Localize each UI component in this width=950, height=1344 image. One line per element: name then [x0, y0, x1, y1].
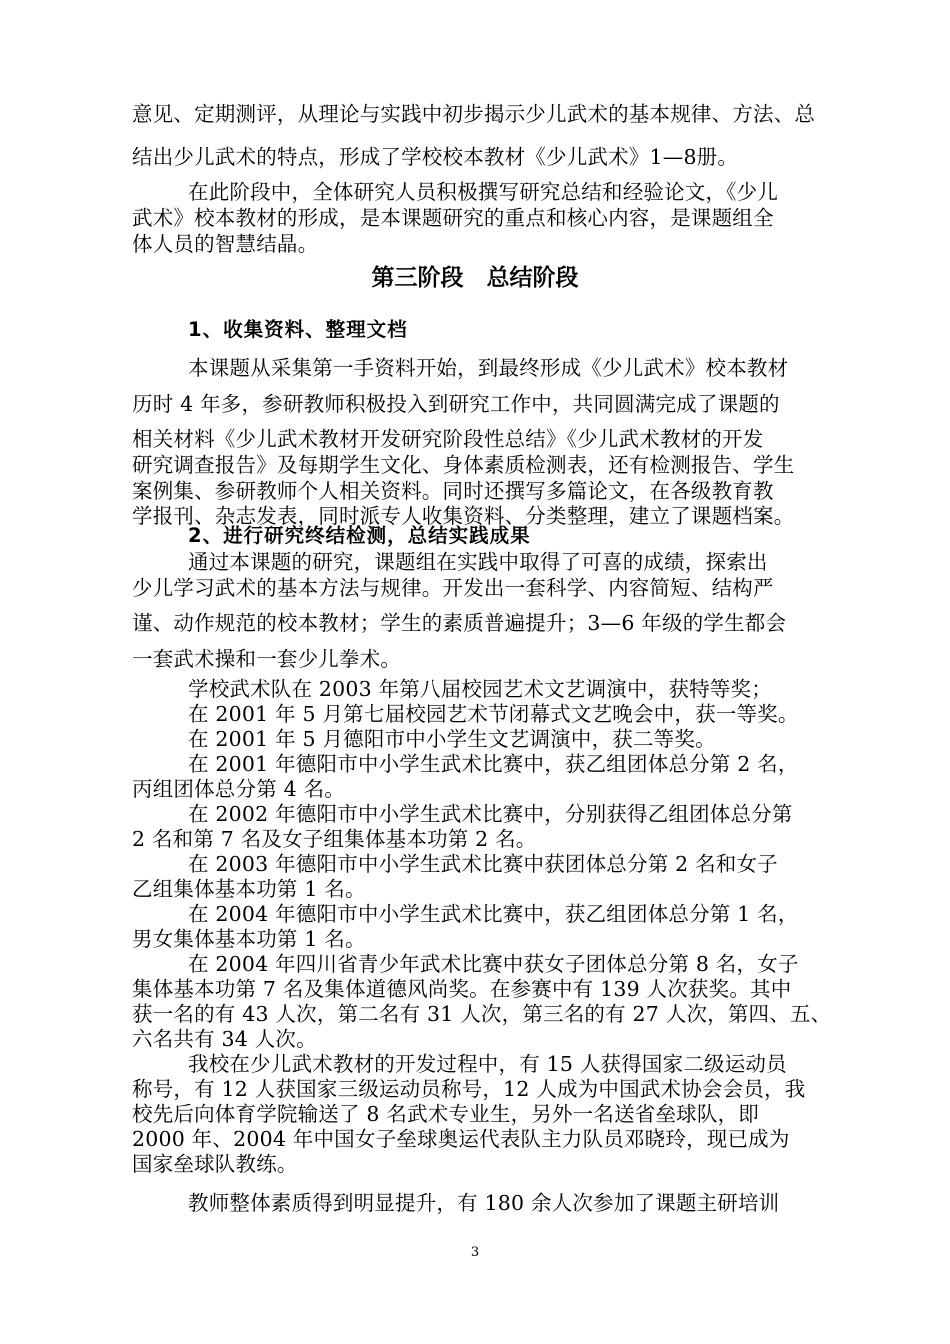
text-line: 乙组集体基本功第 1 名。 [132, 877, 366, 901]
page-number: 3 [470, 1245, 480, 1260]
text-line: 六名共有 34 人次。 [132, 1027, 317, 1051]
text-line: 国家垒球队教练。 [132, 1152, 298, 1176]
text-line: 相关材料《少儿武术教材开发研究阶段性总结》《少儿武术教材的开发 [132, 427, 764, 451]
text-line: 校先后向体育学院输送了 8 名武术专业生，另外一名送省垒球队，即 [132, 1102, 759, 1126]
text-line: 教师整体素质得到明显提升，有 180 余人次参加了课题主研培训 [188, 1191, 780, 1215]
text-line: 在 2001 年 5 月第七届校园艺术节闭幕式文艺晚会中，获一等奖。 [188, 702, 799, 726]
text-line: 谨、动作规范的校本教材；学生的素质普遍提升；3—6 年级的学生都会 [132, 611, 787, 635]
text-line: 学报刊、杂志发表，同时派专人收集资料、分类整理，建立了课题档案。 [132, 504, 795, 528]
text-line: 在 2004 年四川省青少年武术比赛中获女子团体总分第 8 名，女子 [188, 952, 799, 976]
text-line: 获一名的有 43 人次，第二名有 31 人次，第三名的有 27 人次，第四、五、 [132, 1002, 832, 1026]
subsection-heading: 2、进行研究终结检测，总结实践成果 [188, 524, 531, 547]
text-line: 通过本课题的研究，课题组在实践中取得了可喜的成绩，探索出 [188, 550, 768, 574]
text-line: 研究调查报告》及每期学生文化、身体素质检测表，还有检测报告、学生 [132, 453, 795, 477]
text-line: 武术》校本教材的形成，是本课题研究的重点和核心内容，是课题组全 [132, 206, 774, 230]
text-line: 称号，有 12 人获国家三级运动员称号，12 人成为中国武术协会会员，我 [132, 1077, 806, 1101]
text-line: 一套武术操和一套少儿拳术。 [132, 647, 402, 671]
text-line: 意见、定期测评，从理论与实践中初步揭示少儿武术的基本规律、方法、总 [132, 102, 816, 126]
text-line: 结出少儿武术的特点，形成了学校校本教材《少儿武术》1—8册。 [132, 145, 739, 169]
text-line: 丙组团体总分第 4 名。 [132, 777, 345, 801]
text-line: 在 2001 年德阳市中小学生武术比赛中，获乙组团体总分第 2 名， [188, 752, 799, 776]
text-line: 男女集体基本功第 1 名。 [132, 927, 366, 951]
text-line: 在 2004 年德阳市中小学生武术比赛中，获乙组团体总分第 1 名， [188, 902, 799, 926]
text-line: 本课题从采集第一手资料开始，到最终形成《少儿武术》校本教材 [188, 356, 789, 380]
text-line: 集体基本功第 7 名及集体道德风尚奖。在参赛中有 139 人次获奖。其中 [132, 977, 792, 1001]
text-line: 历时 4 年多，参研教师积极投入到研究工作中，共同圆满完成了课题的 [132, 392, 780, 416]
text-line: 案例集、参研教师个人相关资料。同时还撰写多篇论文，在各级教育教 [132, 479, 774, 503]
text-line: 我校在少儿武术教材的开发过程中，有 15 人获得国家二级运动员 [188, 1052, 787, 1076]
text-line: 体人员的智慧结晶。 [132, 232, 319, 256]
section-heading: 第三阶段 总结阶段 [371, 265, 579, 291]
text-line: 在此阶段中，全体研究人员积极撰写研究总结和经验论文，《少儿 [188, 180, 779, 204]
subsection-heading: 1、收集资料、整理文档 [188, 318, 408, 341]
text-line: 在 2003 年德阳市中小学生武术比赛中获团体总分第 2 名和女子 [188, 852, 778, 876]
text-line: 2 名和第 7 名及女子组集体基本功第 2 名。 [132, 827, 537, 851]
text-line: 少儿学习武术的基本方法与规律。开发出一套科学、内容简短、结构严 [132, 576, 774, 600]
text-line: 2000 年、2004 年中国女子垒球奥运代表队主力队员邓晓玲，现已成为 [132, 1127, 790, 1151]
text-line: 在 2001 年 5 月德阳市中小学生文艺调演中，获二等奖。 [188, 727, 716, 751]
text-line: 学校武术队在 2003 年第八届校园艺术文艺调演中，获特等奖； [188, 677, 772, 701]
text-line: 在 2002 年德阳市中小学生武术比赛中，分别获得乙组团体总分第 [188, 802, 793, 826]
